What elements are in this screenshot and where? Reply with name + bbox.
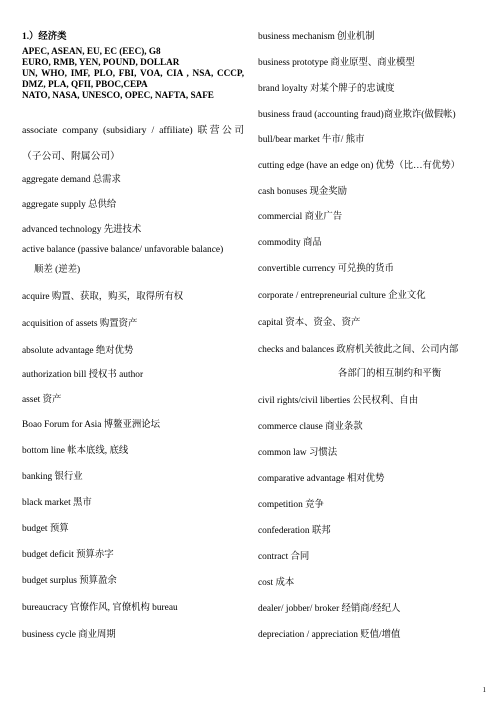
abbreviation-line: APEC, ASEAN, EU, EC (EEC), G8 — [22, 46, 161, 56]
glossary-entry: bureaucracy 官僚作风, 官僚机构 bureau — [22, 603, 178, 613]
glossary-entry: asset 资产 — [22, 395, 62, 405]
glossary-entry: civil rights/civil liberties 公民权利、自由 — [258, 396, 419, 406]
glossary-entry: budget surplus 预算盈余 — [22, 576, 117, 586]
glossary-entry: confederation 联邦 — [258, 526, 331, 536]
glossary-entry: bull/bear market 牛市/ 熊市 — [258, 135, 365, 145]
glossary-entry: aggregate supply 总供给 — [22, 200, 117, 210]
glossary-entry: business fraud (accounting fraud)商业欺诈(做假帐) — [258, 110, 456, 120]
glossary-entry: business cycle 商业周期 — [22, 630, 116, 640]
glossary-entry-continuation: 顺差 (逆差) — [34, 265, 81, 275]
glossary-entry: banking 银行业 — [22, 472, 83, 482]
glossary-entry: convertible currency 可兑换的货币 — [258, 264, 394, 274]
glossary-entry: commodity 商品 — [258, 238, 322, 248]
glossary-entry: Boao Forum for Asia 博鳌亚洲论坛 — [22, 420, 161, 430]
glossary-entry: depreciation / appreciation 贬值/增值 — [258, 630, 401, 640]
glossary-entry: comparative advantage 相对优势 — [258, 474, 385, 484]
glossary-entry: bottom line 帐本底线, 底线 — [22, 446, 129, 456]
glossary-entry: common law 习惯法 — [258, 448, 338, 458]
section-heading: 1.）经济类 — [22, 32, 67, 42]
glossary-entry: capital 资本、资金、资产 — [258, 318, 361, 328]
abbreviation-line: NATO, NASA, UNESCO, OPEC, NAFTA, SAFE — [22, 90, 214, 100]
glossary-entry: competition 竞争 — [258, 500, 324, 510]
glossary-entry: commerce clause 商业条款 — [258, 422, 363, 432]
page-number: 1 — [482, 686, 486, 694]
glossary-entry: advanced technology 先进技术 — [22, 225, 142, 235]
glossary-entry: cutting edge (have an edge on) 优势（比…有优势） — [258, 161, 461, 171]
glossary-entry: business mechanism 创业机制 — [258, 32, 375, 42]
glossary-entry: cash bonuses 现金奖励 — [258, 187, 348, 197]
glossary-entry: absolute advantage 绝对优势 — [22, 346, 134, 356]
glossary-entry: active balance (passive balance/ unfavorable balance) — [22, 245, 224, 255]
glossary-entry: business prototype 商业原型、商业模型 — [258, 58, 415, 68]
glossary-entry: acquisition of assets 购置资产 — [22, 319, 138, 329]
glossary-entry: checks and balances 政府机关彼此之间、公司内部 — [258, 345, 459, 355]
glossary-entry-continuation: 各部门的相互制约和平衡 — [338, 369, 442, 379]
glossary-entry: aggregate demand 总需求 — [22, 175, 121, 185]
glossary-entry: black market 黑市 — [22, 498, 92, 508]
glossary-entry: budget deficit 预算赤字 — [22, 550, 114, 560]
glossary-entry: brand loyalty 对某个牌子的忠诚度 — [258, 84, 395, 94]
glossary-entry: dealer/ jobber/ broker 经销商/经纪人 — [258, 604, 401, 614]
glossary-entry: authorization bill 授权书 author — [22, 370, 144, 380]
glossary-entry: contract 合同 — [258, 552, 310, 562]
glossary-entry: budget 预算 — [22, 524, 69, 534]
glossary-entry: corporate / entrepreneurial culture 企业文化 — [258, 291, 426, 301]
glossary-entry: cost 成本 — [258, 578, 295, 588]
glossary-entry: associate company (subsidiary / affiliate) 联营公司（子公司、附属公司） — [22, 125, 244, 162]
abbreviation-line: UN, WHO, IMF, PLO, FBI, VOA, CIA , NSA, CCCP, DMZ, PLA, QFII, PBOC,CEPA — [22, 68, 244, 89]
abbreviation-line: EURO, RMB, YEN, POUND, DOLLAR — [22, 57, 180, 67]
glossary-entry: acquire 购置、获取，购买，取得所有权 — [22, 292, 184, 302]
glossary-entry: commercial 商业广告 — [258, 212, 343, 222]
